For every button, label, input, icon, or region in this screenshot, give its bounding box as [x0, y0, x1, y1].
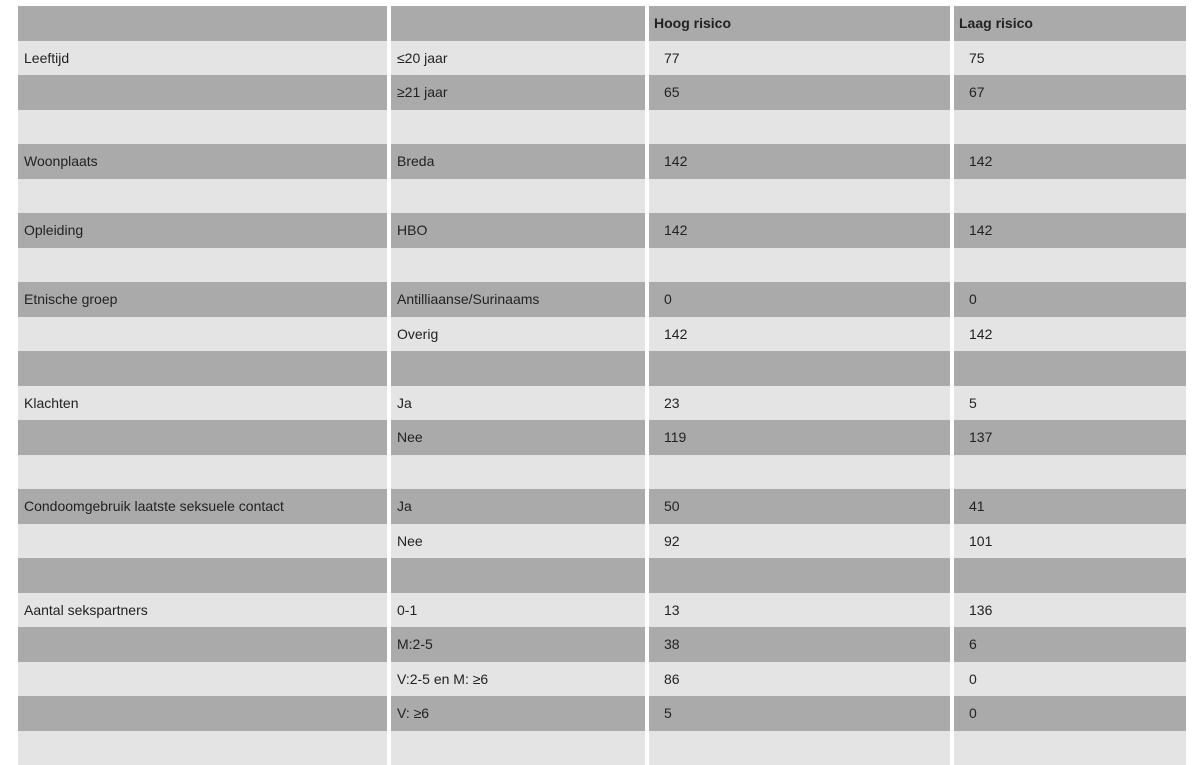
row-label-cell: [18, 731, 391, 765]
row-laag-risico-cell: [954, 248, 1186, 283]
row-label-cell: [18, 627, 391, 662]
row-hoog-risico-cell: 13: [649, 593, 954, 628]
row-hoog-risico-cell: 119: [649, 420, 954, 455]
row-category-cell: Overig: [391, 317, 649, 352]
row-label-cell: Woonplaats: [18, 144, 391, 179]
row-category-cell: [391, 455, 649, 490]
row-hoog-risico-cell: 142: [649, 144, 954, 179]
row-label-cell: [18, 317, 391, 352]
row-laag-risico-cell: [954, 110, 1186, 145]
table-row: [18, 489, 1186, 524]
header-cell-laag-risico: Laag risico: [954, 6, 1186, 41]
table-row: [18, 248, 1186, 283]
row-laag-risico-cell: 142: [954, 213, 1186, 248]
row-hoog-risico-cell: 92: [649, 524, 954, 559]
table-body: [18, 6, 1186, 765]
row-category-cell: Nee: [391, 420, 649, 455]
row-category-cell: HBO: [391, 213, 649, 248]
row-category-cell: M:2-5: [391, 627, 649, 662]
row-hoog-risico-cell: [649, 179, 954, 214]
row-label-cell: [18, 248, 391, 283]
header-cell-hoog-risico: Hoog risico: [649, 6, 954, 41]
row-laag-risico-cell: 137: [954, 420, 1186, 455]
row-category-cell: [391, 351, 649, 386]
row-category-cell: Nee: [391, 524, 649, 559]
table-row: [18, 662, 1186, 697]
row-label-cell: Condoomgebruik laatste seksuele contact: [18, 489, 391, 524]
row-hoog-risico-cell: [649, 351, 954, 386]
table-row: [18, 179, 1186, 214]
table-row: [18, 144, 1186, 179]
row-category-cell: Antilliaanse/Surinaams: [391, 282, 649, 317]
row-hoog-risico-cell: [649, 110, 954, 145]
row-label-cell: Opleiding: [18, 213, 391, 248]
row-label-cell: [18, 179, 391, 214]
row-hoog-risico-cell: 77: [649, 41, 954, 76]
row-hoog-risico-cell: 65: [649, 75, 954, 110]
row-laag-risico-cell: 75: [954, 41, 1186, 76]
row-category-cell: Ja: [391, 489, 649, 524]
row-label-cell: [18, 351, 391, 386]
row-laag-risico-cell: 0: [954, 282, 1186, 317]
table-row: [18, 627, 1186, 662]
row-category-cell: Ja: [391, 386, 649, 421]
row-category-cell: V: ≥6: [391, 696, 649, 731]
row-hoog-risico-cell: 86: [649, 662, 954, 697]
row-label-cell: Etnische groep: [18, 282, 391, 317]
row-laag-risico-cell: 136: [954, 593, 1186, 628]
row-label-cell: [18, 662, 391, 697]
row-hoog-risico-cell: [649, 558, 954, 593]
table-row: [18, 593, 1186, 628]
table-row: [18, 420, 1186, 455]
row-laag-risico-cell: [954, 179, 1186, 214]
row-label-cell: Leeftijd: [18, 41, 391, 76]
table-row: [18, 455, 1186, 490]
row-category-cell: [391, 110, 649, 145]
row-laag-risico-cell: 5: [954, 386, 1186, 421]
table-row: [18, 213, 1186, 248]
row-hoog-risico-cell: [649, 731, 954, 765]
row-laag-risico-cell: [954, 455, 1186, 490]
table-row: [18, 75, 1186, 110]
row-hoog-risico-cell: 23: [649, 386, 954, 421]
table-header-row: [18, 6, 1186, 41]
row-laag-risico-cell: 142: [954, 317, 1186, 352]
row-hoog-risico-cell: 142: [649, 317, 954, 352]
table-row: [18, 282, 1186, 317]
risk-table: [18, 6, 1186, 765]
row-laag-risico-cell: 6: [954, 627, 1186, 662]
row-category-cell: V:2-5 en M: ≥6: [391, 662, 649, 697]
row-laag-risico-cell: 67: [954, 75, 1186, 110]
row-label-cell: [18, 110, 391, 145]
row-category-cell: [391, 179, 649, 214]
row-category-cell: [391, 558, 649, 593]
table-row: [18, 524, 1186, 559]
row-hoog-risico-cell: 5: [649, 696, 954, 731]
row-hoog-risico-cell: [649, 455, 954, 490]
row-label-cell: Aantal sekspartners: [18, 593, 391, 628]
row-laag-risico-cell: [954, 558, 1186, 593]
table-row: [18, 558, 1186, 593]
row-category-cell: ≤20 jaar: [391, 41, 649, 76]
row-laag-risico-cell: 0: [954, 696, 1186, 731]
row-label-cell: [18, 558, 391, 593]
row-category-cell: 0-1: [391, 593, 649, 628]
table-row: [18, 731, 1186, 765]
table-row: [18, 41, 1186, 76]
row-laag-risico-cell: 142: [954, 144, 1186, 179]
row-label-cell: [18, 455, 391, 490]
row-category-cell: ≥21 jaar: [391, 75, 649, 110]
row-laag-risico-cell: [954, 731, 1186, 765]
row-label-cell: [18, 696, 391, 731]
row-category-cell: [391, 731, 649, 765]
row-category-cell: Breda: [391, 144, 649, 179]
row-label-cell: [18, 75, 391, 110]
row-category-cell: [391, 248, 649, 283]
row-hoog-risico-cell: 0: [649, 282, 954, 317]
row-laag-risico-cell: [954, 351, 1186, 386]
row-laag-risico-cell: 101: [954, 524, 1186, 559]
table-row: [18, 386, 1186, 421]
table-row: [18, 110, 1186, 145]
row-laag-risico-cell: 41: [954, 489, 1186, 524]
table-row: [18, 351, 1186, 386]
row-label-cell: [18, 524, 391, 559]
row-laag-risico-cell: 0: [954, 662, 1186, 697]
table-row: [18, 317, 1186, 352]
header-cell-category: [391, 6, 649, 41]
row-label-cell: Klachten: [18, 386, 391, 421]
row-label-cell: [18, 420, 391, 455]
header-cell-variable: [18, 6, 391, 41]
row-hoog-risico-cell: [649, 248, 954, 283]
row-hoog-risico-cell: 142: [649, 213, 954, 248]
row-hoog-risico-cell: 38: [649, 627, 954, 662]
row-hoog-risico-cell: 50: [649, 489, 954, 524]
table-row: [18, 696, 1186, 731]
